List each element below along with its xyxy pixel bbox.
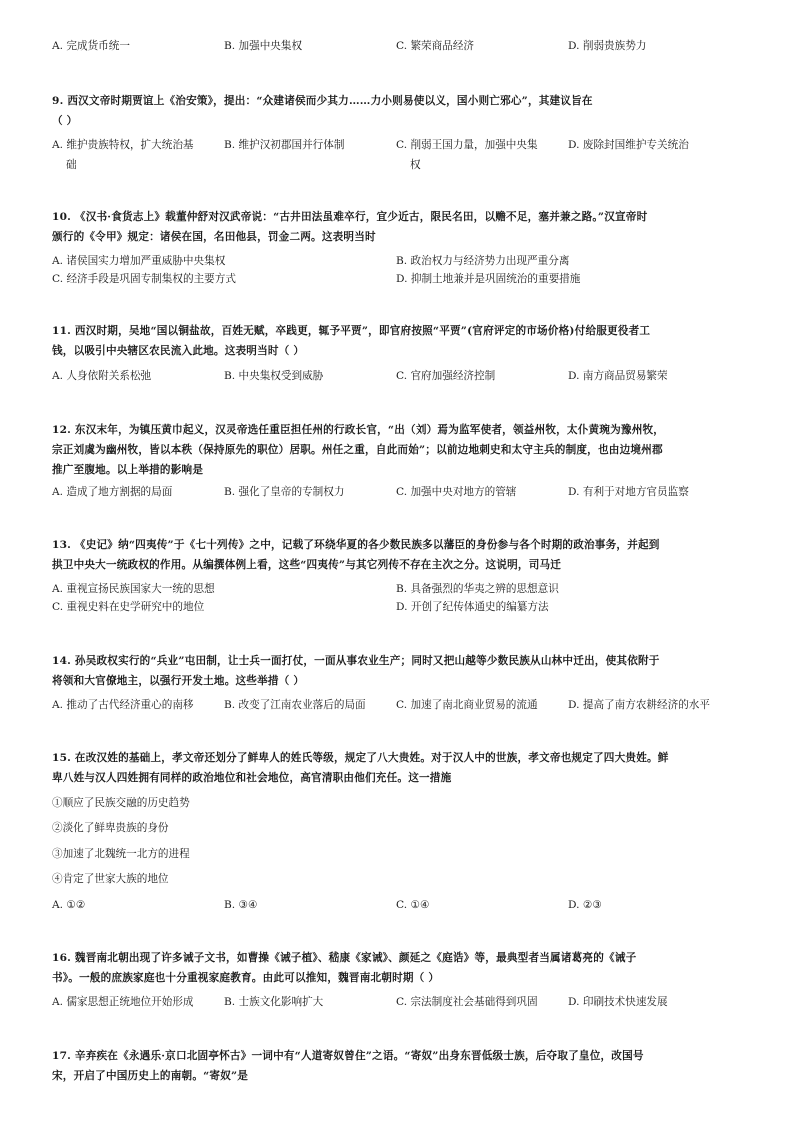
q15-statement-1: ①顺应了民族交融的历史趋势 — [52, 797, 190, 809]
q11-stem-line: 钱，以吸引中央辖区农民流入此地。这表明当时（ ） — [52, 345, 305, 357]
q14-stem-line: 14. 孙吴政权实行的“兵业”屯田制，让士兵一面打仗，一面从事农业生产；同时又把山越等少数民族从山林中迁出，使其依附于 — [52, 655, 660, 667]
q9-option-a-line: 础 — [66, 159, 77, 171]
q14-option-b[interactable]: B. 改变了江南农业落后的局面 — [224, 699, 366, 711]
q9-option-d[interactable] — [568, 135, 689, 155]
q12-option-d[interactable]: D. 有利于对地方官员监察 — [568, 486, 689, 498]
q13-option-b[interactable]: B. 具备强烈的华夷之辨的思想意识 — [396, 583, 559, 595]
q9-option-b[interactable] — [224, 135, 344, 155]
q13-option-d[interactable]: D. 开创了纪传体通史的编纂方法 — [396, 601, 549, 613]
q13-stem — [52, 535, 752, 575]
q12-option-c[interactable]: C. 加强中央对地方的管辖 — [396, 486, 517, 498]
q16-stem-line: 书》。一般的庶族家庭也十分重视家庭教育。由此可以推知，魏晋南北朝时期（ ） — [52, 972, 440, 984]
q14-stem-line: 将领和大官僚地主，以强行开发土地。这些举措（ ） — [52, 675, 305, 687]
q9-option-c-line: 权 — [410, 159, 421, 171]
q9-option-a-line: A. 维护贵族特权，扩大统治基 — [52, 139, 194, 151]
q9-stem — [52, 91, 752, 131]
q12-stem — [52, 420, 752, 480]
q9-option-d-line: D. 废除封国维护专关统治 — [568, 139, 689, 151]
q8-option-c[interactable]: C. 繁荣商品经济 — [396, 40, 475, 52]
q14-option-c[interactable]: C. 加速了南北商业贸易的流通 — [396, 699, 538, 711]
q17-stem-line: 17. 辛弃疾在《永遇乐·京口北固亭怀古》一词中有“人道寄奴曾住”之语。“寄奴”出身东晋低级士族，后夺取了皇位，改国号 — [52, 1050, 644, 1062]
q9-stem-line: （ ） — [52, 115, 78, 127]
q15-stem-line: 卑八姓与汉人四姓拥有同样的政治地位和社会地位，高官清职由他们充任。这一措施 — [52, 772, 452, 784]
q15-option-c[interactable]: C. ①④ — [396, 899, 430, 911]
q10-stem-line: 10. 《汉书·食货志上》载董仲舒对汉武帝说：“古井田法虽难卒行，宜少近古，限民名田，以赡不足，塞并兼之路。”汉宣帝时 — [52, 211, 648, 223]
q9-option-a[interactable] — [52, 135, 194, 175]
q9-stem-line: 9. 西汉文帝时期贾谊上《治安策》，提出：“众建诸侯而少其力……力小则易使以义，国小则亡邪心”，其建议旨在 — [52, 95, 593, 107]
q15-option-d[interactable]: D. ②③ — [568, 899, 602, 911]
q16-stem — [52, 948, 752, 988]
q8-option-b[interactable]: B. 加强中央集权 — [224, 40, 303, 52]
q10-option-c[interactable]: C. 经济手段是巩固专制集权的主要方式 — [52, 273, 236, 285]
q14-option-a[interactable]: A. 推动了古代经济重心的南移 — [52, 699, 194, 711]
q15-statement-3: ③加速了北魏统一北方的进程 — [52, 848, 190, 860]
q14-stem — [52, 651, 752, 691]
q11-option-b[interactable]: B. 中央集权受到威胁 — [224, 370, 324, 382]
q15-option-b[interactable]: B. ③④ — [224, 899, 258, 911]
q9-option-c-line: C. 削弱王国力量，加强中央集 — [396, 139, 538, 151]
q15-statement-2: ②淡化了鲜卑贵族的身份 — [52, 822, 169, 834]
q8-option-d[interactable]: D. 削弱贵族势力 — [568, 40, 647, 52]
q9-option-c[interactable] — [396, 135, 538, 175]
q12-stem-line: 推广至腹地。以上举措的影响是 — [52, 464, 204, 476]
q12-option-b[interactable]: B. 强化了皇帝的专制权力 — [224, 486, 345, 498]
q12-stem-line: 12. 东汉末年，为镇压黄巾起义，汉灵帝选任重臣担任州的行政长官，“出（刘）焉为监军使者，领益州牧，太仆黄琬为豫州牧， — [52, 424, 665, 436]
q11-stem-line: 11. 西汉时期，吴地“国以铜盐故，百姓无赋，卒践更，辄予平贾”，即官府按照“平贾”(官府评定的市场价格)付给服更役者工 — [52, 325, 651, 337]
q11-stem — [52, 321, 752, 361]
q11-option-a[interactable]: A. 人身依附关系松弛 — [52, 370, 152, 382]
q16-option-b[interactable]: B. 士族文化影响扩大 — [224, 996, 324, 1008]
q10-option-b[interactable]: B. 政治权力与经济势力出现严重分离 — [396, 255, 570, 267]
q11-option-c[interactable]: C. 官府加强经济控制 — [396, 370, 496, 382]
q15-stem-line: 15. 在改汉姓的基础上，孝文帝还划分了鲜卑人的姓氏等级，规定了八大贵姓。对于汉人中的世族，孝文帝也规定了四大贵姓。鲜 — [52, 752, 669, 764]
q15-option-a[interactable]: A. ①② — [52, 899, 86, 911]
q12-option-a[interactable]: A. 造成了地方割据的局面 — [52, 486, 173, 498]
q10-stem-line: 颁行的《令甲》规定：诸侯在国，名田他县，罚金二两。这表明当时 — [52, 231, 376, 243]
q13-stem-line: 13. 《史记》纳“四夷传”于《七十列传》之中，记载了环绕华夏的各少数民族多以藩臣的身份参与各个时期的政治事务，并起到 — [52, 539, 660, 551]
q16-option-d[interactable]: D. 印刷技术快速发展 — [568, 996, 668, 1008]
q17-stem — [52, 1046, 752, 1086]
q10-option-d[interactable]: D. 抑制土地兼并是巩固统治的重要措施 — [396, 273, 581, 285]
q16-option-a[interactable]: A. 儒家思想正统地位开始形成 — [52, 996, 194, 1008]
q14-option-d[interactable]: D. 提高了南方农耕经济的水平 — [568, 699, 710, 711]
q12-stem-line: 宗正刘虞为幽州牧，皆以本秩（保持原先的职位）居职。州任之重，自此而始”；以前边地刺史和太守主兵的制度，也由边境州郡 — [52, 444, 663, 456]
q13-stem-line: 拱卫中央大一统政权的作用。从编撰体例上看，这些“四夷传”与其它列传不存在主次之分。这说明，司马迁 — [52, 559, 562, 571]
q8-option-a[interactable]: A. 完成货币统一 — [52, 40, 130, 52]
q10-option-a[interactable]: A. 诸侯国实力增加严重威胁中央集权 — [52, 255, 226, 267]
q15-statement-4: ④肯定了世家大族的地位 — [52, 873, 169, 885]
q16-option-c[interactable]: C. 宗法制度社会基础得到巩固 — [396, 996, 538, 1008]
q9-option-b-line: B. 维护汉初郡国并行体制 — [224, 139, 345, 151]
q11-option-d[interactable]: D. 南方商品贸易繁荣 — [568, 370, 668, 382]
q10-stem — [52, 207, 752, 247]
q15-stem — [52, 748, 752, 788]
q16-stem-line: 16. 魏晋南北朝出现了许多诫子文书，如曹操《诫子植》、嵇康《家诫》、颜延之《庭诰》等，最典型者当属诸葛亮的《诫子 — [52, 952, 637, 964]
q13-option-c[interactable]: C. 重视史料在史学研究中的地位 — [52, 601, 205, 613]
q17-stem-line: 宋，开启了中国历史上的南朝。“寄奴”是 — [52, 1070, 249, 1082]
q13-option-a[interactable]: A. 重视宣扬民族国家大一统的思想 — [52, 583, 215, 595]
